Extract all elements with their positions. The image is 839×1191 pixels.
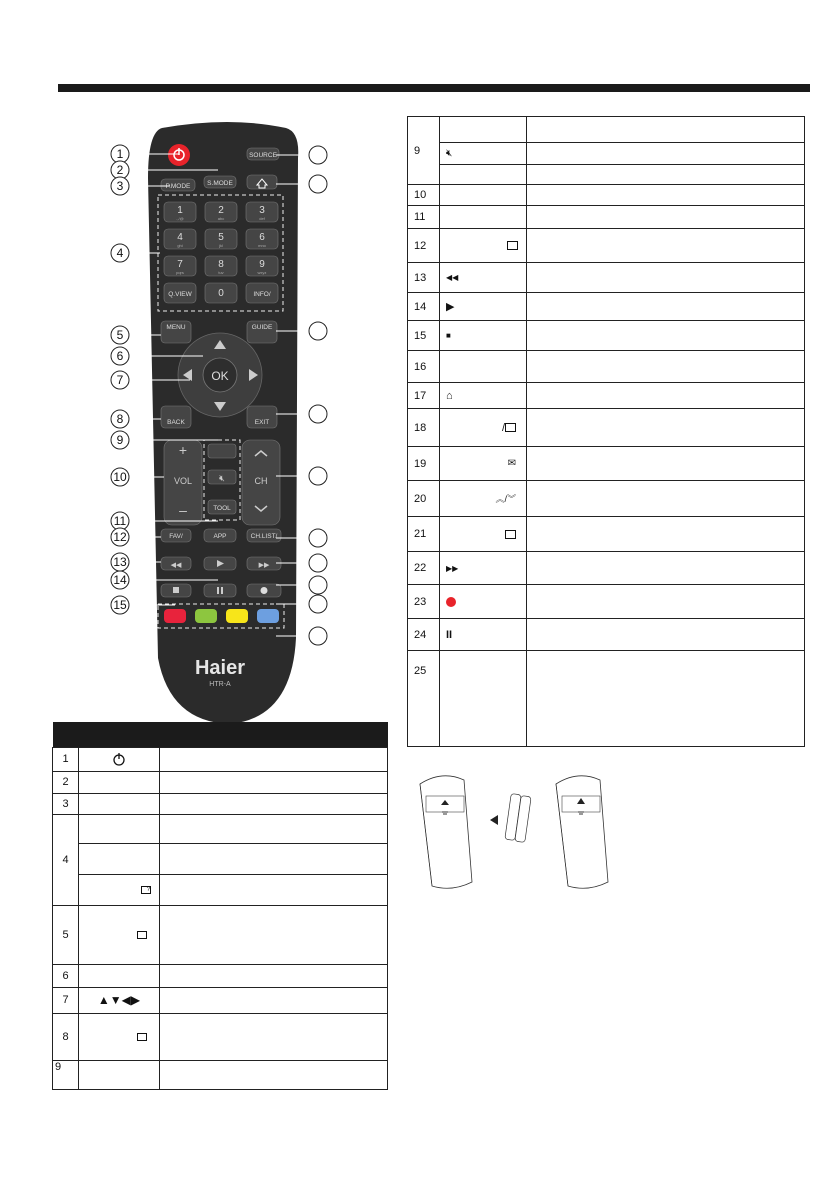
model-label: HTR-A [209, 681, 231, 688]
callout-number: 15 [113, 598, 127, 612]
header-rule [58, 84, 810, 92]
app-label: APP [213, 533, 227, 540]
fast-forward-icon: ▶▶ [258, 562, 270, 569]
ok-label: OK [211, 369, 229, 383]
row-number: 9 [53, 1061, 79, 1090]
mail-icon: ✉ [440, 447, 527, 481]
pause-icon: II [440, 619, 527, 651]
row-number: 15 [408, 321, 440, 351]
red-key [164, 609, 186, 623]
callout-circle [309, 529, 327, 547]
row-number: 19 [408, 447, 440, 481]
ch-label: CH [254, 476, 268, 486]
row-number: 1 [53, 747, 79, 772]
chlist-icon [505, 530, 516, 539]
play-icon: ▶ [440, 293, 527, 321]
row-number: 22 [408, 552, 440, 585]
row-number: 4 [53, 814, 79, 905]
row-number: 16 [408, 351, 440, 383]
vol-plus-icon: + [178, 442, 188, 458]
qview-label: Q.VIEW [168, 291, 192, 298]
yellow-key [226, 609, 248, 623]
record-icon [446, 597, 456, 607]
blue-key [257, 609, 279, 623]
guide-label: GUIDE [251, 324, 273, 331]
row-number: 2 [53, 772, 79, 793]
callout-circle [309, 627, 327, 645]
arrow-keys-icon: ▲▼◀▶ [79, 987, 160, 1014]
subtitle-icon [505, 423, 516, 432]
page-up-down-icon: ︽/︾ [440, 481, 527, 517]
info-label: INFO/ [253, 291, 271, 298]
batteries [490, 794, 531, 843]
fast-forward-icon: ▶▶ [440, 552, 527, 585]
remote-back-open [420, 776, 472, 888]
callout-number: 10 [113, 470, 127, 484]
digit-sub-label: tuv [218, 270, 224, 275]
brand-logo: Haier [194, 657, 246, 679]
fav-icon [507, 241, 518, 250]
pmode-label: P.MODE [165, 183, 191, 190]
callout-circle [309, 322, 327, 340]
callout-number: 3 [116, 179, 124, 193]
power-icon [112, 752, 126, 766]
row-number: 3 [53, 793, 79, 814]
stop-icon: ■ [440, 321, 527, 351]
digit-label: 5 [218, 232, 224, 243]
callout-circle [309, 595, 327, 613]
blank-button [208, 444, 236, 458]
mute-icon: 🔇︎ [219, 473, 225, 483]
callout-number: 8 [116, 412, 124, 426]
row-number: 7 [53, 987, 79, 1014]
right-button-table: 9 🔇︎ 10 11 12 13 ◀◀ 14 ▶ 15 ■ 16 17 ⌂ 18 / 19 ✉ 20 ︽/︾ 21 22 ▶▶ 23 24 II 25 [407, 116, 805, 747]
back-icon [137, 1033, 147, 1041]
callout-circle [309, 554, 327, 572]
callout-number: 13 [113, 555, 127, 569]
row-number: 24 [408, 619, 440, 651]
digit-sub-label: def [259, 216, 265, 221]
callout-number: 2 [116, 163, 124, 177]
row-number: 13 [408, 263, 440, 293]
digit-label: 9 [259, 259, 265, 270]
home-button [247, 175, 277, 189]
digit-label: 1 [177, 205, 183, 216]
row-number: 25 [408, 651, 440, 747]
vol-minus-icon: – [179, 502, 187, 518]
tool-label: TOOL [213, 505, 231, 512]
row-number: 14 [408, 293, 440, 321]
callout-number: 14 [113, 573, 127, 587]
stop-icon [173, 587, 179, 593]
callout-number: 1 [116, 147, 124, 161]
digit-label: 3 [259, 205, 265, 216]
row-number: 6 [53, 965, 79, 987]
row-number: 10 [408, 185, 440, 206]
rewind-icon: ◀◀ [170, 562, 182, 569]
digit-label: 6 [259, 232, 265, 243]
remote-back-closed [556, 776, 608, 888]
insert-arrow-icon [490, 815, 498, 825]
row-number: 11 [408, 206, 440, 229]
digit-sub-label: jkl [219, 243, 223, 248]
fav-label: FAV/ [169, 533, 183, 540]
callout-circle [309, 405, 327, 423]
left-table-header [53, 722, 388, 747]
source-label: SOURCE [249, 152, 277, 159]
row-number: 20 [408, 481, 440, 517]
rewind-icon: ◀◀ [440, 263, 527, 293]
callout-circle [309, 175, 327, 193]
green-key [195, 609, 217, 623]
smode-label: S.MODE [207, 180, 233, 187]
battery-installation-figure [412, 772, 642, 890]
digit-label: 2 [218, 205, 224, 216]
exit-label: EXIT [254, 419, 270, 426]
digit-label: 4 [177, 232, 183, 243]
row-number: 8 [53, 1014, 79, 1061]
callout-circle [309, 576, 327, 594]
callout-number: 9 [116, 433, 124, 447]
home-icon: ⌂ [440, 383, 527, 409]
row-number: 23 [408, 585, 440, 619]
digit-sub-label: mno [258, 243, 266, 248]
digit-label: 0 [218, 288, 224, 299]
callout-number: 12 [113, 530, 127, 544]
back-label: BACK [167, 419, 185, 426]
row-number: 17 [408, 383, 440, 409]
pause-button [204, 584, 236, 597]
digit-sub-label: wxyz [257, 270, 267, 275]
callout-number: 6 [116, 349, 124, 363]
pause-icon [217, 587, 219, 594]
digit-label: 8 [218, 259, 224, 270]
info-icon: ? [141, 886, 151, 894]
digit-label: 7 [177, 259, 183, 270]
vol-label: VOL [173, 476, 193, 486]
chlist-label: CH.LIST/ [250, 533, 278, 540]
record-icon [261, 587, 268, 594]
digit-sub-label: abc [217, 216, 225, 221]
digit-sub-label: ghi [177, 243, 183, 248]
callout-circle [309, 467, 327, 485]
menu-icon [137, 931, 147, 939]
menu-label: MENU [166, 324, 186, 331]
row-number: 5 [53, 905, 79, 964]
row-number: 18 [408, 409, 440, 447]
callout-number: 7 [116, 373, 124, 387]
callout-circle [309, 146, 327, 164]
row-number: 21 [408, 517, 440, 552]
callout-number: 11 [113, 514, 127, 528]
row-number: 9 [408, 117, 440, 185]
left-button-table [52, 722, 388, 1090]
callout-number: 5 [116, 328, 124, 342]
digit-sub-label: .,/@ [176, 216, 184, 221]
digit-sub-label: pqrs [176, 270, 184, 275]
callout-number: 4 [116, 246, 124, 260]
mute-icon: 🔇︎ [440, 143, 527, 165]
remote-control-illustration [100, 118, 360, 728]
row-number: 12 [408, 229, 440, 263]
